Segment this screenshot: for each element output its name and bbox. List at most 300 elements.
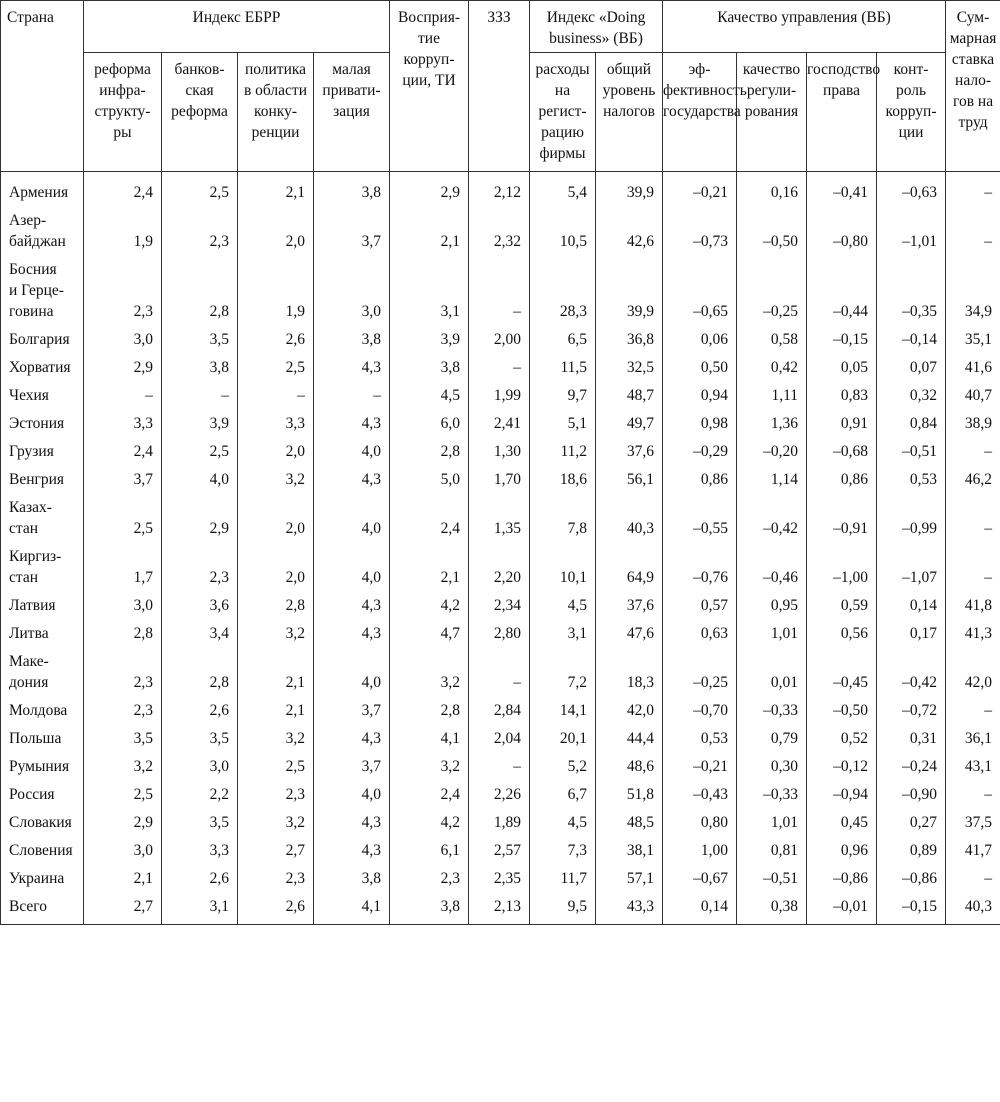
- cell-zzz: 2,80: [469, 623, 530, 651]
- cell-infra: 2,3: [84, 259, 162, 329]
- cell-comp: 2,0: [238, 546, 314, 595]
- cell-eff: –0,21: [663, 756, 737, 784]
- cell-law: –0,45: [807, 651, 877, 700]
- cell-labor: –: [946, 700, 1000, 728]
- cell-law: –0,41: [807, 172, 877, 211]
- cell-corr: 0,27: [877, 812, 946, 840]
- cell-comp: 2,1: [238, 700, 314, 728]
- cell-cpi: 4,1: [390, 728, 469, 756]
- cell-law: –0,68: [807, 441, 877, 469]
- cell-regq: –0,33: [737, 700, 807, 728]
- cell-zzz: 1,35: [469, 497, 530, 546]
- cell-comp: 2,0: [238, 210, 314, 259]
- cell-law: 0,52: [807, 728, 877, 756]
- cell-eff: –0,21: [663, 172, 737, 211]
- cell-infra: 2,8: [84, 623, 162, 651]
- country-cell: Латвия: [1, 595, 84, 623]
- cell-cpi: 2,9: [390, 172, 469, 211]
- cell-zzz: 2,00: [469, 329, 530, 357]
- cell-taxes: 56,1: [596, 469, 663, 497]
- cell-priv: 3,8: [314, 868, 390, 896]
- cell-eff: –0,70: [663, 700, 737, 728]
- cell-comp: 2,1: [238, 172, 314, 211]
- cell-corr: 0,84: [877, 413, 946, 441]
- cell-regq: 0,01: [737, 651, 807, 700]
- cell-cpi: 4,2: [390, 812, 469, 840]
- country-cell: Маке- дония: [1, 651, 84, 700]
- table-row: [1, 728, 1000, 756]
- cell-taxes: 37,6: [596, 441, 663, 469]
- cell-law: 0,56: [807, 623, 877, 651]
- header-gov-corruption: конт- роль корруп- ции: [877, 53, 946, 172]
- cell-taxes: 40,3: [596, 497, 663, 546]
- cell-law: –1,00: [807, 546, 877, 595]
- cell-law: 0,86: [807, 469, 877, 497]
- country-cell: Румыния: [1, 756, 84, 784]
- cell-taxes: 48,7: [596, 385, 663, 413]
- cell-comp: 2,6: [238, 329, 314, 357]
- cell-eff: 0,86: [663, 469, 737, 497]
- cell-priv: 4,3: [314, 840, 390, 868]
- cell-reg: 18,6: [530, 469, 596, 497]
- table-row: [1, 441, 1000, 469]
- cell-corr: –0,14: [877, 329, 946, 357]
- cell-taxes: 42,6: [596, 210, 663, 259]
- header-gov-effectiveness: эф- фективность государства: [663, 53, 737, 172]
- cell-eff: 0,06: [663, 329, 737, 357]
- cell-infra: 3,0: [84, 595, 162, 623]
- cell-bank: 3,5: [162, 812, 238, 840]
- country-cell: Киргиз- стан: [1, 546, 84, 595]
- country-cell: Эстония: [1, 413, 84, 441]
- table-row: [1, 784, 1000, 812]
- cell-taxes: 43,3: [596, 896, 663, 925]
- cell-reg: 7,8: [530, 497, 596, 546]
- cell-labor: –: [946, 546, 1000, 595]
- cell-bank: 3,8: [162, 357, 238, 385]
- cell-eff: 0,14: [663, 896, 737, 925]
- country-cell: Литва: [1, 623, 84, 651]
- cell-zzz: –: [469, 756, 530, 784]
- cell-eff: –0,43: [663, 784, 737, 812]
- cell-bank: 2,6: [162, 868, 238, 896]
- cell-corr: –0,86: [877, 868, 946, 896]
- table-row: [1, 812, 1000, 840]
- cell-corr: –0,42: [877, 651, 946, 700]
- cell-corr: 0,07: [877, 357, 946, 385]
- cell-labor: 41,8: [946, 595, 1000, 623]
- cell-labor: 41,7: [946, 840, 1000, 868]
- cell-labor: 41,6: [946, 357, 1000, 385]
- cell-comp: 2,8: [238, 595, 314, 623]
- header-ebrd-privatization: малая привати- зация: [314, 53, 390, 172]
- table-row: [1, 172, 1000, 211]
- cell-regq: 0,95: [737, 595, 807, 623]
- cell-regq: –0,25: [737, 259, 807, 329]
- cell-infra: 3,2: [84, 756, 162, 784]
- cell-eff: 0,94: [663, 385, 737, 413]
- cell-bank: 3,1: [162, 896, 238, 925]
- cell-priv: 3,7: [314, 700, 390, 728]
- table-row: [1, 546, 1000, 595]
- header-doing-registration: расходы на регист- рацию фирмы: [530, 53, 596, 172]
- cell-regq: –0,50: [737, 210, 807, 259]
- cell-regq: 0,58: [737, 329, 807, 357]
- cell-taxes: 32,5: [596, 357, 663, 385]
- cell-cpi: 3,2: [390, 651, 469, 700]
- cell-taxes: 57,1: [596, 868, 663, 896]
- cell-reg: 9,7: [530, 385, 596, 413]
- cell-infra: 2,7: [84, 896, 162, 925]
- cell-comp: 2,6: [238, 896, 314, 925]
- cell-priv: –: [314, 385, 390, 413]
- cell-bank: 3,4: [162, 623, 238, 651]
- header-ebrd-competition: политика в области конку- ренции: [238, 53, 314, 172]
- cell-regq: –0,42: [737, 497, 807, 546]
- cell-cpi: 3,8: [390, 896, 469, 925]
- cell-regq: –0,51: [737, 868, 807, 896]
- country-cell: Грузия: [1, 441, 84, 469]
- header-doing-group: Индекс «Doing business» (ВБ): [530, 1, 663, 53]
- cell-bank: 3,9: [162, 413, 238, 441]
- cell-labor: 35,1: [946, 329, 1000, 357]
- cell-bank: 3,3: [162, 840, 238, 868]
- cell-regq: 1,14: [737, 469, 807, 497]
- cell-eff: 0,57: [663, 595, 737, 623]
- cell-corr: –0,35: [877, 259, 946, 329]
- cell-infra: 3,3: [84, 413, 162, 441]
- cell-zzz: –: [469, 259, 530, 329]
- cell-zzz: 2,20: [469, 546, 530, 595]
- cell-reg: 3,1: [530, 623, 596, 651]
- cell-labor: 42,0: [946, 651, 1000, 700]
- cell-corr: –0,63: [877, 172, 946, 211]
- cell-labor: –: [946, 784, 1000, 812]
- cell-law: 0,83: [807, 385, 877, 413]
- cell-cpi: 6,0: [390, 413, 469, 441]
- cell-infra: 2,1: [84, 868, 162, 896]
- cell-reg: 11,7: [530, 868, 596, 896]
- cell-regq: 0,42: [737, 357, 807, 385]
- cell-cpi: 2,8: [390, 441, 469, 469]
- country-cell: Босния и Герце- говина: [1, 259, 84, 329]
- cell-zzz: 2,41: [469, 413, 530, 441]
- cell-priv: 4,3: [314, 812, 390, 840]
- header-labor-tax: Сум- марная ставка нало- гов на труд: [946, 1, 1000, 172]
- cell-comp: 3,2: [238, 728, 314, 756]
- cell-law: –0,80: [807, 210, 877, 259]
- cell-eff: 1,00: [663, 840, 737, 868]
- cell-regq: –0,46: [737, 546, 807, 595]
- country-cell: Венгрия: [1, 469, 84, 497]
- cell-law: 0,96: [807, 840, 877, 868]
- cell-zzz: 2,34: [469, 595, 530, 623]
- cell-priv: 4,0: [314, 497, 390, 546]
- cell-eff: –0,25: [663, 651, 737, 700]
- cell-reg: 7,2: [530, 651, 596, 700]
- cell-law: –0,86: [807, 868, 877, 896]
- cell-infra: 2,5: [84, 784, 162, 812]
- cell-labor: –: [946, 441, 1000, 469]
- cell-taxes: 64,9: [596, 546, 663, 595]
- cell-bank: 4,0: [162, 469, 238, 497]
- cell-bank: 3,6: [162, 595, 238, 623]
- cell-infra: 3,7: [84, 469, 162, 497]
- cell-corr: 0,17: [877, 623, 946, 651]
- cell-priv: 4,3: [314, 357, 390, 385]
- cell-labor: –: [946, 210, 1000, 259]
- cell-zzz: 2,35: [469, 868, 530, 896]
- cell-regq: 0,16: [737, 172, 807, 211]
- cell-comp: 3,3: [238, 413, 314, 441]
- cell-priv: 3,8: [314, 172, 390, 211]
- cell-bank: –: [162, 385, 238, 413]
- cell-priv: 4,3: [314, 623, 390, 651]
- cell-labor: 43,1: [946, 756, 1000, 784]
- table-header: [1, 1, 1000, 172]
- cell-taxes: 47,6: [596, 623, 663, 651]
- cell-infra: 3,0: [84, 840, 162, 868]
- cell-regq: 0,79: [737, 728, 807, 756]
- cell-regq: –0,33: [737, 784, 807, 812]
- cell-reg: 7,3: [530, 840, 596, 868]
- cell-taxes: 39,9: [596, 172, 663, 211]
- header-country: Страна: [1, 1, 84, 172]
- cell-corr: –0,90: [877, 784, 946, 812]
- cell-infra: 2,4: [84, 441, 162, 469]
- cell-reg: 10,1: [530, 546, 596, 595]
- cell-corr: 0,32: [877, 385, 946, 413]
- cell-labor: 34,9: [946, 259, 1000, 329]
- cell-reg: 10,5: [530, 210, 596, 259]
- cell-bank: 2,3: [162, 210, 238, 259]
- cell-comp: 2,7: [238, 840, 314, 868]
- country-cell: Словакия: [1, 812, 84, 840]
- cell-zzz: 2,26: [469, 784, 530, 812]
- country-cell: Словения: [1, 840, 84, 868]
- cell-corr: –1,07: [877, 546, 946, 595]
- cell-labor: 37,5: [946, 812, 1000, 840]
- cell-comp: 3,2: [238, 812, 314, 840]
- cell-taxes: 38,1: [596, 840, 663, 868]
- cell-taxes: 44,4: [596, 728, 663, 756]
- cell-cpi: 3,9: [390, 329, 469, 357]
- cell-zzz: 2,84: [469, 700, 530, 728]
- cell-corr: –0,51: [877, 441, 946, 469]
- cell-taxes: 49,7: [596, 413, 663, 441]
- cell-priv: 4,0: [314, 651, 390, 700]
- cell-law: 0,05: [807, 357, 877, 385]
- cell-infra: 2,3: [84, 651, 162, 700]
- cell-infra: 2,9: [84, 812, 162, 840]
- cell-priv: 3,0: [314, 259, 390, 329]
- country-cell: Украина: [1, 868, 84, 896]
- cell-eff: 0,63: [663, 623, 737, 651]
- cell-corr: –0,15: [877, 896, 946, 925]
- cell-regq: 0,30: [737, 756, 807, 784]
- cell-eff: 0,98: [663, 413, 737, 441]
- table-row: [1, 595, 1000, 623]
- cell-eff: 0,50: [663, 357, 737, 385]
- cell-priv: 4,3: [314, 469, 390, 497]
- cell-labor: 36,1: [946, 728, 1000, 756]
- cell-labor: 46,2: [946, 469, 1000, 497]
- country-cell: Чехия: [1, 385, 84, 413]
- cell-bank: 2,5: [162, 172, 238, 211]
- cell-comp: –: [238, 385, 314, 413]
- cell-cpi: 3,8: [390, 357, 469, 385]
- cell-priv: 4,0: [314, 546, 390, 595]
- cell-infra: –: [84, 385, 162, 413]
- cell-law: –0,01: [807, 896, 877, 925]
- country-cell: Польша: [1, 728, 84, 756]
- cell-regq: –0,20: [737, 441, 807, 469]
- cell-reg: 9,5: [530, 896, 596, 925]
- cell-infra: 2,4: [84, 172, 162, 211]
- cell-infra: 2,9: [84, 357, 162, 385]
- cell-taxes: 37,6: [596, 595, 663, 623]
- cell-corr: –0,24: [877, 756, 946, 784]
- cell-reg: 4,5: [530, 595, 596, 623]
- cell-zzz: 1,89: [469, 812, 530, 840]
- cell-cpi: 4,5: [390, 385, 469, 413]
- cell-reg: 6,7: [530, 784, 596, 812]
- cell-labor: –: [946, 497, 1000, 546]
- table-body: [1, 172, 1000, 925]
- cell-priv: 4,3: [314, 728, 390, 756]
- table-row: [1, 385, 1000, 413]
- cell-zzz: 2,04: [469, 728, 530, 756]
- country-cell: Россия: [1, 784, 84, 812]
- cell-law: 0,59: [807, 595, 877, 623]
- cell-bank: 2,5: [162, 441, 238, 469]
- cell-labor: 41,3: [946, 623, 1000, 651]
- header-ebrd-bank: банков- ская реформа: [162, 53, 238, 172]
- cell-zzz: 2,12: [469, 172, 530, 211]
- cell-comp: 2,1: [238, 651, 314, 700]
- cell-corr: 0,89: [877, 840, 946, 868]
- cell-zzz: 1,99: [469, 385, 530, 413]
- header-doing-taxes: общий уровень налогов: [596, 53, 663, 172]
- cell-cpi: 2,4: [390, 784, 469, 812]
- cell-regq: 0,81: [737, 840, 807, 868]
- cell-zzz: –: [469, 651, 530, 700]
- cell-bank: 2,2: [162, 784, 238, 812]
- cell-eff: –0,67: [663, 868, 737, 896]
- cell-bank: 2,6: [162, 700, 238, 728]
- cell-bank: 3,5: [162, 728, 238, 756]
- cell-comp: 3,2: [238, 469, 314, 497]
- cell-cpi: 2,3: [390, 868, 469, 896]
- cell-cpi: 6,1: [390, 840, 469, 868]
- cell-priv: 4,3: [314, 413, 390, 441]
- cell-labor: –: [946, 868, 1000, 896]
- cell-reg: 11,5: [530, 357, 596, 385]
- table-row: [1, 357, 1000, 385]
- cell-corr: –1,01: [877, 210, 946, 259]
- cell-priv: 4,0: [314, 441, 390, 469]
- cell-reg: 14,1: [530, 700, 596, 728]
- header-gov-rule-of-law: господство права: [807, 53, 877, 172]
- cell-law: 0,45: [807, 812, 877, 840]
- cell-priv: 3,7: [314, 756, 390, 784]
- cell-eff: –0,76: [663, 546, 737, 595]
- country-cell: Армения: [1, 172, 84, 211]
- table-row: [1, 259, 1000, 329]
- cell-corr: 0,53: [877, 469, 946, 497]
- cell-bank: 2,8: [162, 651, 238, 700]
- cell-taxes: 48,6: [596, 756, 663, 784]
- cell-priv: 4,0: [314, 784, 390, 812]
- cell-zzz: –: [469, 357, 530, 385]
- cell-reg: 11,2: [530, 441, 596, 469]
- cell-bank: 3,0: [162, 756, 238, 784]
- table-row: [1, 868, 1000, 896]
- cell-law: –0,50: [807, 700, 877, 728]
- table-row: [1, 329, 1000, 357]
- cell-zzz: 2,57: [469, 840, 530, 868]
- cell-regq: 1,11: [737, 385, 807, 413]
- cell-reg: 5,1: [530, 413, 596, 441]
- country-cell: Казах- стан: [1, 497, 84, 546]
- cell-cpi: 4,7: [390, 623, 469, 651]
- table-row: [1, 210, 1000, 259]
- country-cell: Молдова: [1, 700, 84, 728]
- cell-reg: 28,3: [530, 259, 596, 329]
- cell-regq: 0,38: [737, 896, 807, 925]
- cell-comp: 1,9: [238, 259, 314, 329]
- cell-eff: –0,65: [663, 259, 737, 329]
- header-ebrd-group: Индекс ЕБРР: [84, 1, 390, 53]
- cell-priv: 4,3: [314, 595, 390, 623]
- cell-reg: 6,5: [530, 329, 596, 357]
- table-row: [1, 623, 1000, 651]
- cell-bank: 2,8: [162, 259, 238, 329]
- cell-corr: 0,14: [877, 595, 946, 623]
- header-gov-regulation: качество регули- рования: [737, 53, 807, 172]
- cell-comp: 2,5: [238, 357, 314, 385]
- cell-law: –0,91: [807, 497, 877, 546]
- cell-zzz: 2,13: [469, 896, 530, 925]
- cell-cpi: 2,1: [390, 210, 469, 259]
- cell-cpi: 2,8: [390, 700, 469, 728]
- cell-taxes: 39,9: [596, 259, 663, 329]
- cell-comp: 2,3: [238, 784, 314, 812]
- table-row: [1, 469, 1000, 497]
- cell-priv: 3,7: [314, 210, 390, 259]
- cell-zzz: 1,30: [469, 441, 530, 469]
- cell-zzz: 1,70: [469, 469, 530, 497]
- cell-cpi: 3,1: [390, 259, 469, 329]
- cell-regq: 1,01: [737, 623, 807, 651]
- cell-infra: 2,5: [84, 497, 162, 546]
- cell-comp: 2,5: [238, 756, 314, 784]
- table-row: [1, 413, 1000, 441]
- header-gov-group: Качество управления (ВБ): [663, 1, 946, 53]
- cell-comp: 2,3: [238, 868, 314, 896]
- table-row: [1, 756, 1000, 784]
- cell-infra: 2,3: [84, 700, 162, 728]
- cell-regq: 1,36: [737, 413, 807, 441]
- cell-eff: –0,29: [663, 441, 737, 469]
- cell-law: 0,91: [807, 413, 877, 441]
- cell-comp: 2,0: [238, 497, 314, 546]
- cell-comp: 2,0: [238, 441, 314, 469]
- header-cpi: Восприя- тие корруп- ции, ТИ: [390, 1, 469, 172]
- country-cell: Хорватия: [1, 357, 84, 385]
- table-row: [1, 896, 1000, 925]
- cell-labor: –: [946, 172, 1000, 211]
